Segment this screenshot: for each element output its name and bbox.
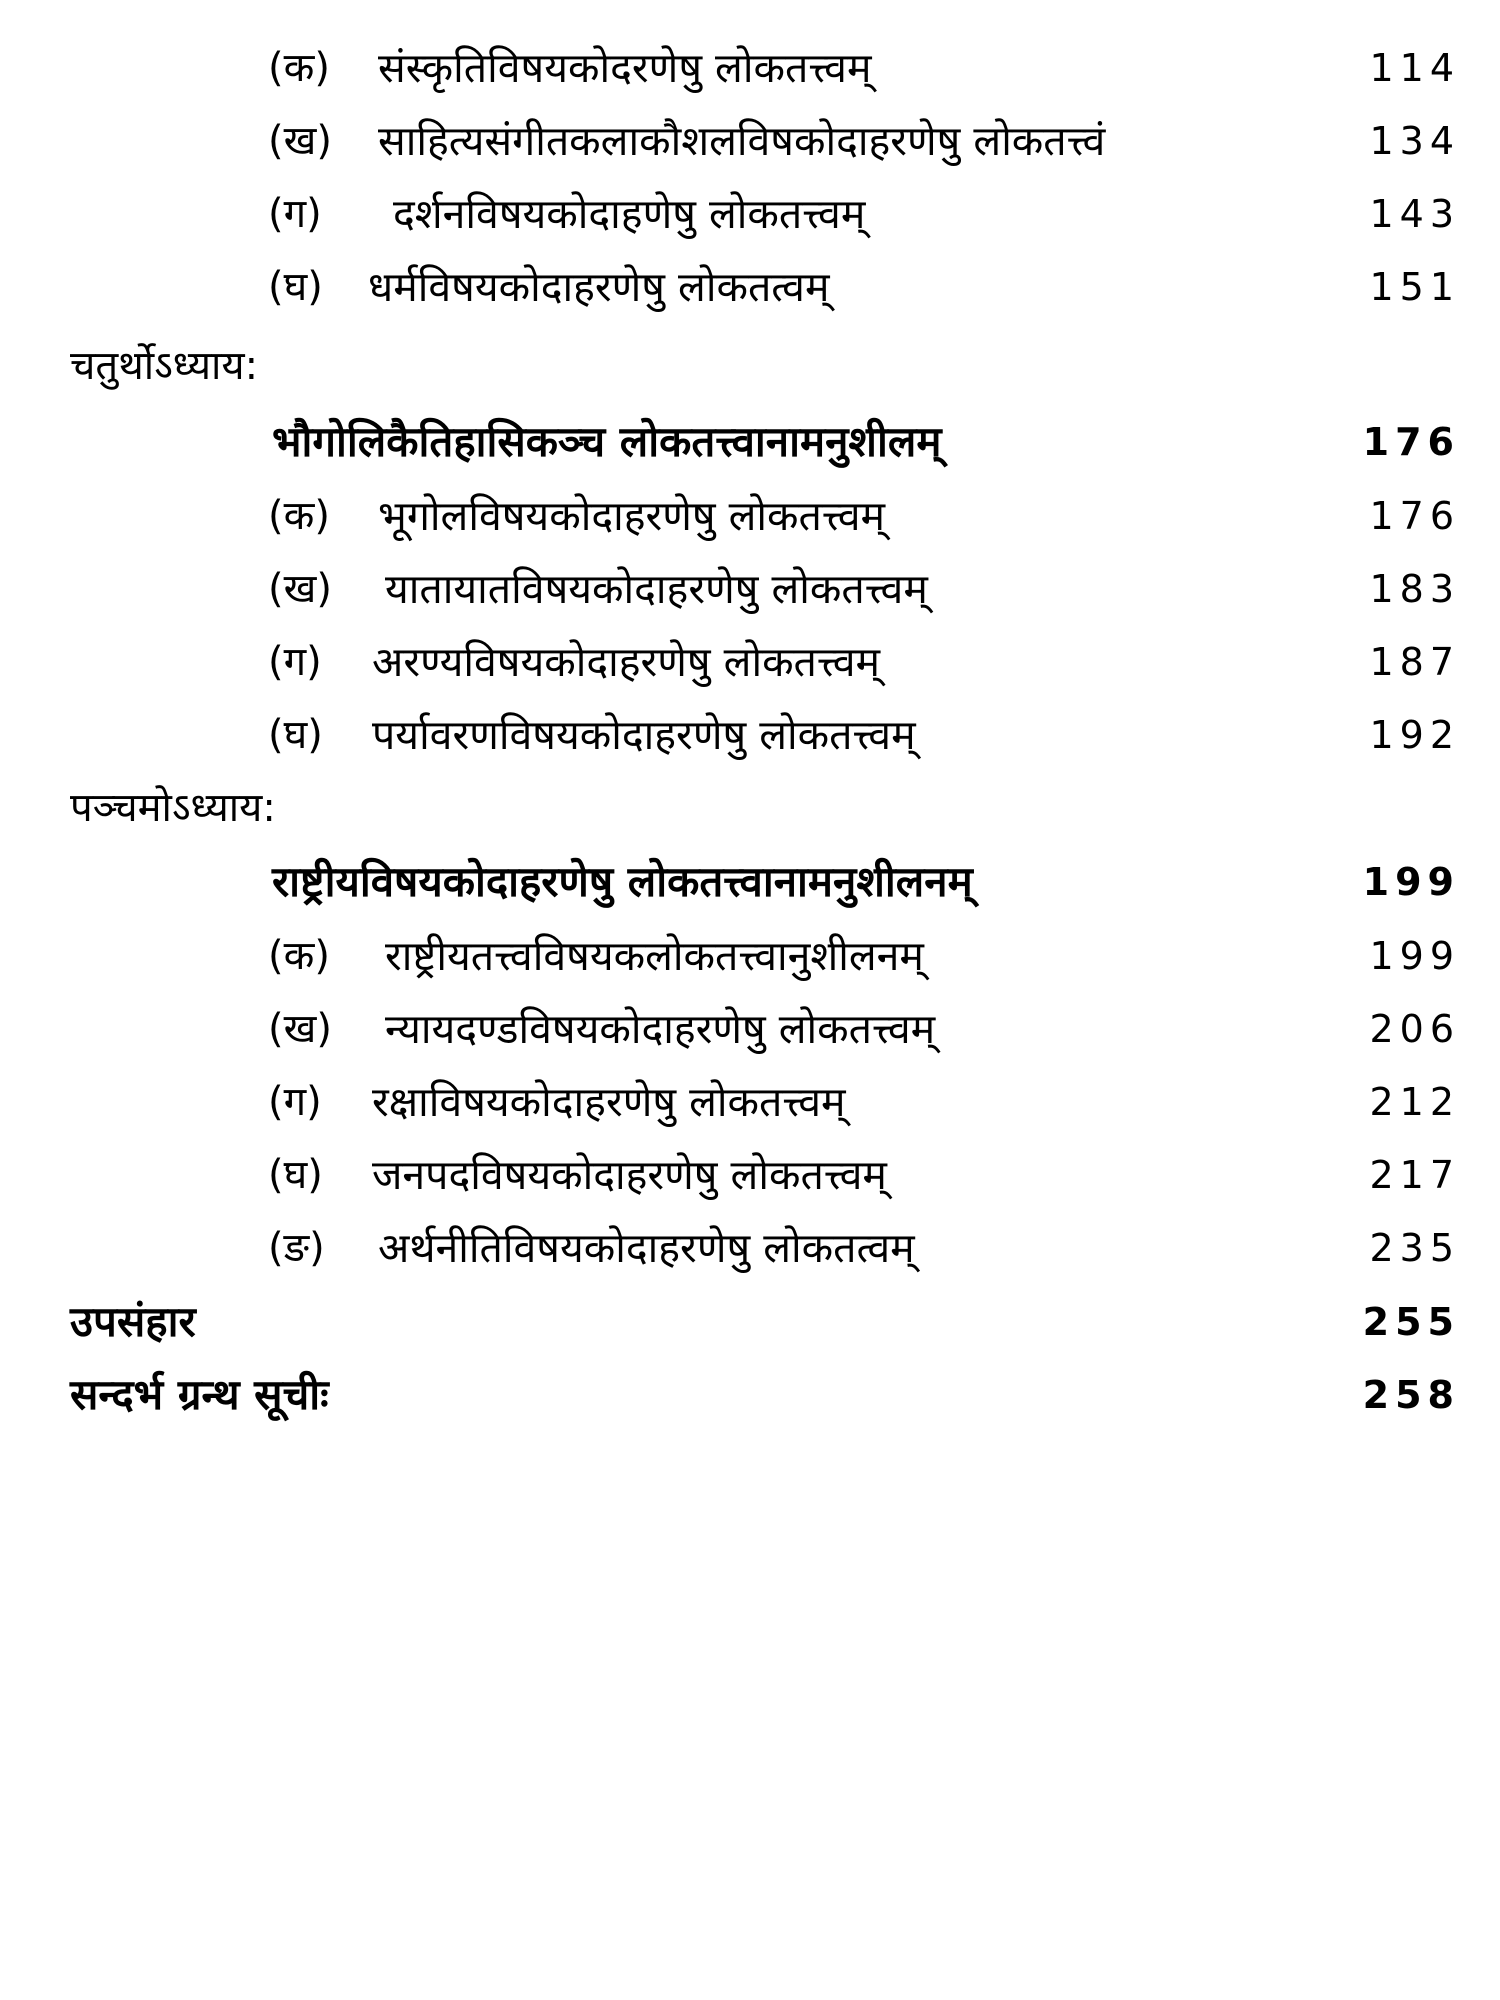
entry-page-number: 187: [1369, 640, 1460, 684]
entry-label: (क): [268, 45, 330, 91]
chapter-title-row: [0, 852, 1500, 912]
entry-title: पर्यावरणविषयकोदाहरणेषु लोकतत्त्वम्: [372, 711, 916, 759]
entry-label: (ग): [268, 191, 322, 237]
toc-entry: [0, 257, 1500, 317]
entry-label: (ग): [268, 1079, 322, 1125]
entry-label: (ख): [268, 1006, 332, 1052]
entry-page-number: 151: [1369, 265, 1460, 309]
toc-entry: [0, 559, 1500, 619]
entry-page-number: 217: [1369, 1153, 1460, 1197]
chapter-5-heading: पञ्चमोऽध्याय:: [70, 785, 276, 831]
entry-page-number: 212: [1369, 1080, 1460, 1124]
chapter-heading: [0, 778, 1500, 838]
entry-title: राष्ट्रीयतत्त्वविषयकलोकतत्त्वानुशीलनम्: [385, 932, 924, 980]
entry-label: (क): [268, 493, 330, 539]
toc-entry: [0, 926, 1500, 986]
entry-title: यातायातविषयकोदाहरणेषु लोकतत्त्वम्: [385, 565, 928, 613]
conclusion-title: उपसंहार: [70, 1297, 196, 1346]
toc-entry: [0, 705, 1500, 765]
entry-title: संस्कृतिविषयकोदरणेषु लोकतत्त्वम्: [378, 44, 872, 92]
entry-title: अर्थनीतिविषयकोदाहरणेषु लोकतत्वम्: [378, 1224, 915, 1272]
chapter-4-page-number: 176: [1362, 420, 1460, 464]
entry-title: अरण्यविषयकोदाहरणेषु लोकतत्त्वम्: [372, 638, 881, 686]
toc-entry: [0, 111, 1500, 171]
entry-label: (घ): [268, 264, 323, 310]
toc-entry: [0, 486, 1500, 546]
chapter-heading: [0, 336, 1500, 396]
toc-entry: [0, 632, 1500, 692]
entry-label: (ख): [268, 566, 332, 612]
entry-page-number: 183: [1369, 567, 1460, 611]
entry-page-number: 143: [1369, 192, 1460, 236]
entry-label: (ङ): [268, 1225, 325, 1271]
toc-entry: [0, 1218, 1500, 1278]
entry-title: भूगोलविषयकोदाहरणेषु लोकतत्त्वम्: [378, 492, 886, 540]
entry-title: धर्मविषयकोदाहरणेषु लोकतत्वम्: [368, 263, 830, 311]
chapter-4-title: भौगोलिकैतिहासिकञ्च लोकतत्त्वानामनुशीलम्: [272, 417, 942, 466]
chapter-title-row: [0, 412, 1500, 472]
entry-title: न्यायदण्डविषयकोदाहरणेषु लोकतत्त्वम्: [385, 1005, 936, 1053]
entry-title: जनपदविषयकोदाहरणेषु लोकतत्त्वम्: [372, 1151, 887, 1199]
entry-label: (क): [268, 933, 330, 979]
toc-entry: [0, 184, 1500, 244]
toc-entry: [0, 1072, 1500, 1132]
entry-page-number: 192: [1369, 713, 1460, 757]
toc-entry: [0, 999, 1500, 1059]
entry-page-number: 199: [1369, 934, 1460, 978]
toc-entry-conclusion: [0, 1292, 1500, 1352]
entry-title: दर्शनविषयकोदाहणेषु लोकतत्त्वम्: [393, 190, 866, 238]
chapter-5-page-number: 199: [1362, 860, 1460, 904]
entry-label: (घ): [268, 712, 323, 758]
entry-label: (घ): [268, 1152, 323, 1198]
toc-entry: [0, 1145, 1500, 1205]
entry-title: रक्षाविषयकोदाहरणेषु लोकतत्त्वम्: [372, 1078, 846, 1126]
entry-label: (ख): [268, 118, 332, 164]
entry-page-number: 206: [1369, 1007, 1460, 1051]
chapter-4-heading: चतुर्थोऽध्याय:: [70, 343, 259, 389]
entry-title: साहित्यसंगीतकलाकौशलविषकोदाहरणेषु लोकतत्त्वं: [378, 117, 1106, 165]
entry-page-number: 114: [1369, 46, 1460, 90]
entry-page-number: 235: [1369, 1226, 1460, 1270]
toc-entry: [0, 38, 1500, 98]
entry-page-number: 134: [1369, 119, 1460, 163]
entry-page-number: 176: [1369, 494, 1460, 538]
bibliography-page-number: 258: [1362, 1373, 1460, 1417]
toc-entry-bibliography: [0, 1365, 1500, 1425]
chapter-5-title: राष्ट्रीयविषयकोदाहरणेषु लोकतत्त्वानामनुशीलनम्: [272, 857, 973, 906]
bibliography-title: सन्दर्भ ग्रन्थ सूचीः: [70, 1370, 329, 1419]
conclusion-page-number: 255: [1362, 1300, 1460, 1344]
entry-label: (ग): [268, 639, 322, 685]
